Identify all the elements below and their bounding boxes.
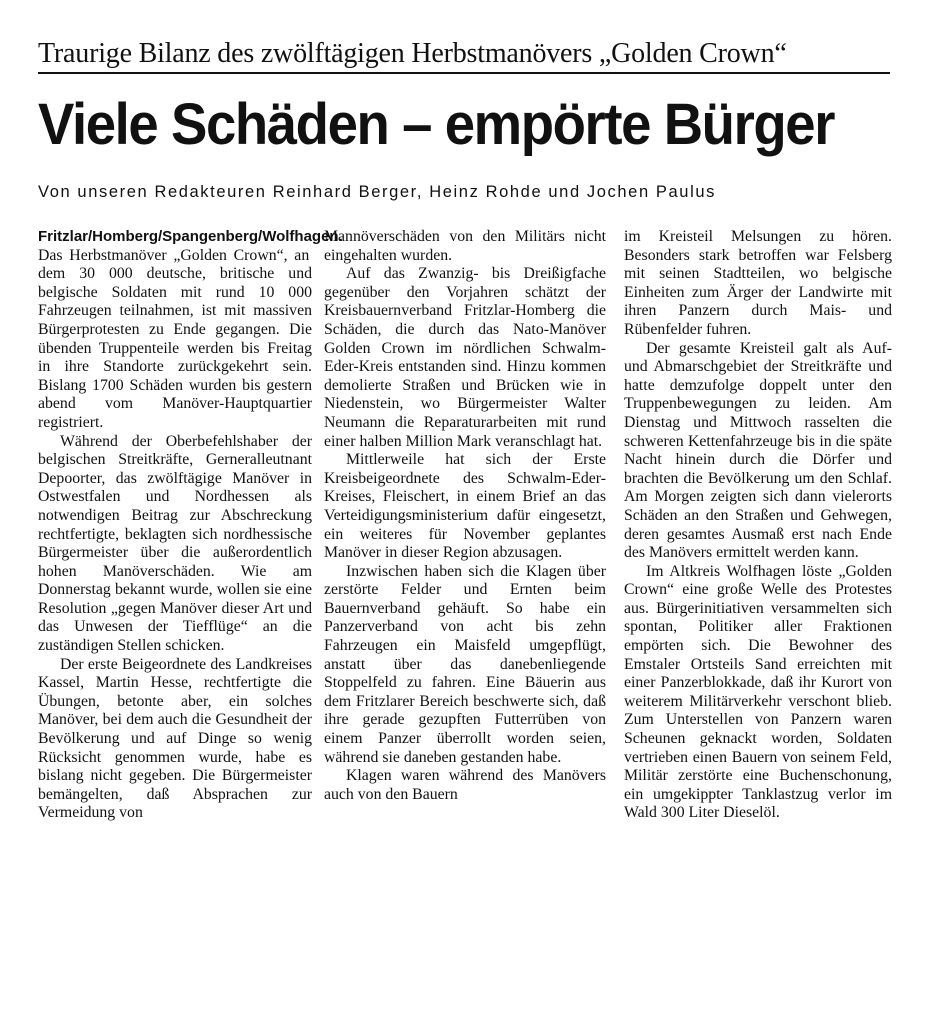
headline: Viele Schäden – empörte Bürger	[38, 92, 835, 157]
article-paragraph: im Kreisteil Melsungen zu hören. Besonders stark betroffen war Felsberg mit seinen Stadtteilen, wo belgische Einheiten zum Ärger der Landwirte mit ihren Panzern durch Mais- und Rübenfelder fuhren.	[624, 228, 892, 338]
kicker-rule	[38, 72, 890, 74]
article-paragraph: Mittlerweile hat sich der Erste Kreisbeigeordnete des Schwalm-Eder-Kreises, Fleischert, in einem Brief an das Verteidigungsministerium dafür eingesetzt, ein weiteres für November geplantes Manöver in dieser Region abzusagen.	[324, 451, 606, 562]
article-paragraph	[38, 228, 343, 433]
article-paragraph: Während der Oberbefehlshaber der belgischen Streitkräfte, Gerneralleutnant Depoorter, das zwölftägige Manöver in Ostwestfalen und Nordhessen als notwendigen Beitrag zur Abschreckung rechtfertigte, beklagten sich nordhessische Bürgermeister über die außerordentlich hohen Manöverschäden. Wie am Donnerstag bekannt wurde, wollen sie eine Resolution „gegen Manöver dieser Art und das Unwesen der Tiefflüge“ an die zuständigen Stellen schicken.	[38, 432, 312, 655]
paragraph-text: Das Herbstmanöver „Golden Crown“, an dem 30 000 deutsche, britische und belgische Soldaten mit rund 10 000 Fahrzeugen teilnahmen, ist mit massiven Bürgerprotesten zu Ende gegangen. Die übenden Truppenteile werden bis Freitag in ihre Standorte zurückgekehrt sein. Bislang 1700 Schäden wurden bis gestern abend vom Manöver-Hauptquartier registriert.	[38, 246, 312, 431]
article-paragraph: Im Altkreis Wolfhagen löste „Golden Crown“ eine große Welle des Protestes aus. Bürgerinitiativen versammelten sich spontan, Politiker aller Fraktionen empörten sich. Die Bewohner des Emstaler Ortsteils Sand erreichten mit einer Panzerblokkade, daß ihr Kurort von weiterem Militärverkehr verschont blieb. Zum Unterstellen von Panzern waren Scheunen geknackt worden, Soldaten vertrieben einen Bauern von seinem Feld, Militär zerstörte eine Buchenschonung, ein umgekippter Tanklastzug verlor im Wald 300 Liter Dieselöl.	[624, 562, 892, 822]
article-paragraph: Der gesamte Kreisteil galt als Auf- und Abmarschgebiet der Streitkräfte und hatte demzufolge doppelt unter den Truppenbewegungen zu leiden. Am Dienstag und Mittwoch rasselten die schweren Kettenfahrzeuge bis in die späte Nacht hinein durch die Dörfer und brachten die Bevölkerung um den Schlaf. Am Morgen zeigten sich dann vielerorts Schäden an den Straßen und Gehwegen, deren gesamtes Ausmaß erst nach Ende des Manövers ermittelt werden kann.	[624, 339, 892, 562]
article-paragraph: Inzwischen haben sich die Klagen über zerstörte Felder und Ernten beim Bauernverband gehäuft. So habe ein Panzerverband von acht bis zehn Fahrzeugen ein Maisfeld umgepflügt, anstatt über das danebenliegende Stoppelfeld zu fahren. Eine Bäuerin aus dem Fritzlarer Bereich beschwerte sich, daß ihre gerade gezupften Futterrüben von einem Panzer überrollt worden seien, während sie daneben gestanden habe.	[324, 562, 606, 766]
article-body	[38, 228, 890, 988]
article-paragraph: Klagen waren während des Manövers auch von den Bauern	[324, 767, 606, 803]
article-paragraph: Auf das Zwanzig- bis Dreißigfache gegenüber den Vorjahren schätzt der Kreisbauernverband Fritzlar-Homberg die Schäden, die durch das Nato-Manöver Golden Crown im nördlichen Schwalm-Eder-Kreis entstanden sind. Hinzu kommen demolierte Straßen und Brücken wie in Niedenstein, wo Bürgermeister Walter Neumann die Reparaturarbeiten mit rund einer halben Million Mark veranschlagt hat.	[324, 265, 606, 450]
kicker-headline: Traurige Bilanz des zwölftägigen Herbstmanövers „Golden Crown“	[38, 38, 787, 69]
dateline: Fritzlar/Homberg/Spangenberg/Wolfhagen.	[38, 228, 343, 245]
article-column-3	[624, 228, 892, 823]
article-paragraph: Der erste Beigeordnete des Landkreises Kassel, Martin Hesse, rechtfertigte die Übungen, betonte aber, ein solches Manöver, bei dem auch die Gesundheit der Bevölkerung und auf Dinge so wenig Rücksicht genommen wurde, habe es bislang nicht gegeben. Die Bürgermeister bemängelten, daß Absprachen zur Vermeidung von	[38, 655, 312, 822]
article-column-1	[38, 228, 343, 823]
article-column-2	[324, 228, 606, 804]
article-paragraph: Mannöverschäden von den Militärs nicht eingehalten wurden.	[324, 228, 606, 264]
byline: Von unseren Redakteuren Reinhard Berger, Heinz Rohde und Jochen Paulus	[38, 183, 716, 201]
